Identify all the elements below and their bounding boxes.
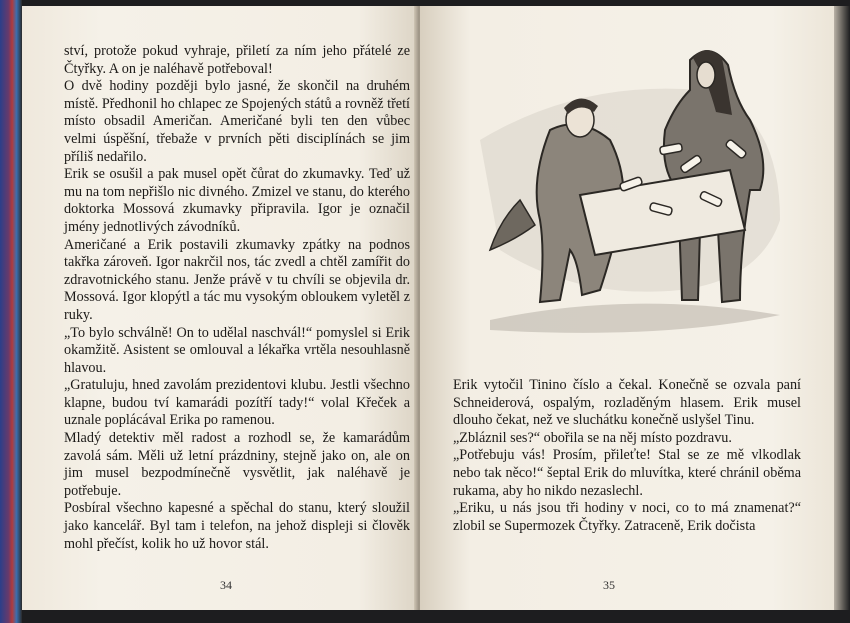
right-page-text bbox=[453, 377, 801, 535]
paragraph: Erik vytočil Tinino číslo a čekal. Konečně se ozvala paní Schneiderová, ospalým, rozladěným hlasem. Erik musel dlouho čekat, než ve sluchátku konečně uslyšel Tinu. bbox=[453, 377, 801, 429]
illustration bbox=[460, 20, 790, 350]
paragraph: „Gratuluju, hned zavolám prezidentovi klubu. Jestli všechno klapne, budou tví kamarádi pozítří tady!“ volal Křeček a uznale poplácával Erika po ramenou. bbox=[64, 377, 410, 429]
paragraph: ství, protože pokud vyhraje, přiletí za ním jeho přátelé ze Čtyřky. A on je naléhavě potřeboval! bbox=[64, 43, 410, 77]
paragraph: „Eriku, u nás jsou tři hodiny v noci, co to má znamenat?“ zlobil se Supermozek Čtyřky. Zatraceně, Erik dočista bbox=[453, 500, 801, 534]
book-cover-edge bbox=[0, 0, 22, 623]
paragraph: Erik se osušil a pak musel opět čůrat do zkumavky. Teď už mu na tom nepřišlo nic divného. Zmizel ve stanu, do kterého doktorka Mossová zkumavky připravila. Igor je označil jmény jednotlivých závodníků. bbox=[64, 166, 410, 235]
right-page bbox=[420, 6, 834, 610]
paragraph: Američané a Erik postavili zkumavky zpátky na podnos takřka zároveň. Igor nakrčil nos, tác zvedl a chtěl zamířit do zdravotnického stanu. Jenže právě v tu chvíli se objevila dr. Mossová. Igor klopýtl a tác mu vysokým obloukem vyletěl z ruky. bbox=[64, 236, 410, 323]
paragraph: O dvě hodiny později bylo jasné, že skončil na druhém místě. Předhonil ho chlapec ze Spojených států a rovněž třetí místo obsadil Američan. Američané byli ten den vůbec velmi úspěšní, třebaže v prvních pěti disciplínách se jim příliš nedařilo. bbox=[64, 78, 410, 165]
page-number: 35 bbox=[603, 578, 615, 592]
page-edge bbox=[834, 6, 850, 610]
paragraph: Mladý detektiv měl radost a rozhodl se, že kamarádům zavolá sám. Měli už letní prázdniny, stejně jako on, ale on jim musel bezpodmínečně vysvětlit, jak naléhavě je potřebuje. bbox=[64, 430, 410, 499]
paragraph: „Potřebuju vás! Prosím, přileťte! Stal se ze mě vlkodlak nebo tak něco!“ šeptal Erik do mluvítka, které chránil oběma rukama, aby ho nikdo nezaslechl. bbox=[453, 447, 801, 499]
paragraph: „To bylo schválně! On to udělal naschvál!“ pomyslel si Erik okamžitě. Asistent se omlouval a lékařka vrtěla nesouhlasně hlavou. bbox=[64, 324, 410, 376]
paragraph: Posbíral všechno kapesné a spěchal do stanu, který sloužil jako kancelář. Byl tam i telefon, na jehož displeji si člověk mohl přečíst, kolik ho už hovor stál. bbox=[64, 500, 410, 552]
paragraph: „Zbláznil ses?“ obořila se na něj místo pozdravu. bbox=[453, 429, 732, 446]
left-page-text bbox=[64, 43, 410, 553]
left-page bbox=[22, 6, 418, 610]
page-number: 34 bbox=[220, 578, 232, 592]
